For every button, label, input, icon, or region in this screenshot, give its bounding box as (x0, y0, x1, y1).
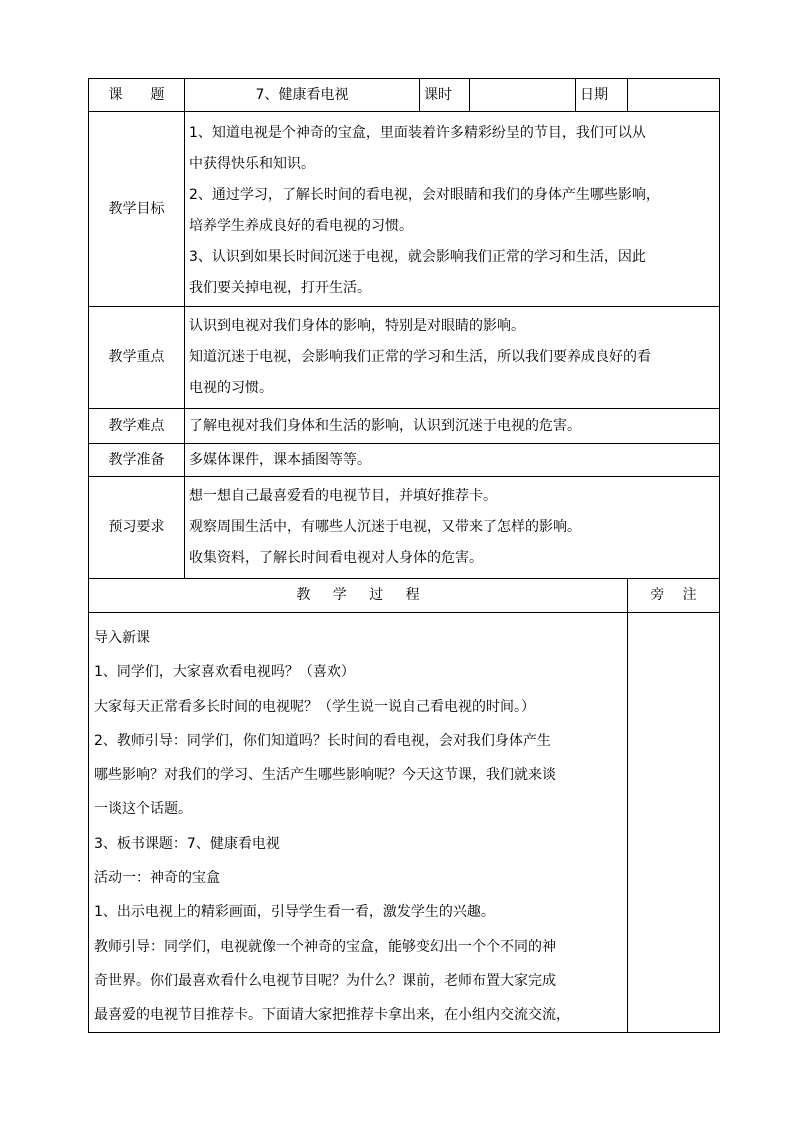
goals-row (89, 112, 720, 307)
preparation-label: 教学准备 (89, 444, 185, 477)
process-line: 教师引导：同学们，电视就像一个神奇的宝盒，能够变幻出一个个不同的神 (94, 938, 556, 955)
preview-content (185, 477, 720, 579)
process-line: 哪些影响？对我们的学习、生活产生哪些影响呢？今天这节课，我们就来谈 (94, 767, 556, 784)
preview-label: 预习要求 (89, 477, 185, 579)
process-line: 1、出示电视上的精彩画面，引导学生看一看，激发学生的兴趣。 (94, 904, 495, 921)
focus-line: 知道沉迷于电视，会影响我们正常的学习和生活，所以我们要养成良好的看 (189, 349, 651, 365)
process-line: 3、板书课题：7、健康看电视 (94, 835, 280, 852)
focus-line: 认识到电视对我们身体的影响，特别是对眼睛的影响。 (189, 318, 525, 334)
goals-content (185, 112, 720, 307)
topic-label: 课 题 (89, 79, 185, 112)
process-content (89, 613, 628, 1033)
period-value (470, 79, 576, 112)
process-line: 1、同学们，大家喜欢看电视吗？（喜欢） (94, 664, 355, 681)
notes-cell (628, 613, 720, 1033)
difficulty-label: 教学难点 (89, 409, 185, 444)
process-line: 活动一：神奇的宝盒 (94, 870, 220, 887)
focus-content (185, 307, 720, 409)
process-line: 奇世界。你们最喜欢看什么电视节目呢？为什么？课前，老师布置大家完成 (94, 972, 556, 989)
lesson-plan-table (88, 78, 720, 1033)
date-label: 日期 (576, 79, 628, 112)
lesson-plan-page (88, 78, 719, 1033)
difficulty-row (89, 409, 720, 444)
preview-line: 收集资料，了解长时间看电视对人身体的危害。 (189, 550, 483, 566)
process-header-row (89, 579, 720, 613)
process-line: 大家每天正常看多长时间的电视呢？（学生说一说自己看电视的时间。） (94, 698, 535, 715)
focus-line: 电视的习惯。 (189, 380, 273, 396)
process-line: 一谈这个话题。 (94, 801, 192, 818)
process-line: 最喜爱的电视节目推荐卡。下面请大家把推荐卡拿出来，在小组内交流交流， (94, 1007, 570, 1024)
difficulty-text: 了解电视对我们身体和生活的影响，认识到沉迷于电视的危害。 (185, 409, 720, 444)
focus-row (89, 307, 720, 409)
goals-line: 2、通过学习，了解长时间的看电视，会对眼睛和我们的身体产生哪些影响， (189, 187, 660, 203)
goals-line: 3、认识到如果长时间沉迷于电视，就会影响我们正常的学习和生活，因此 (189, 249, 646, 265)
process-line: 导入新课 (94, 630, 150, 646)
preview-line: 观察周围生活中，有哪些人沉迷于电视，又带来了怎样的影响。 (189, 519, 581, 535)
process-row (89, 613, 720, 1033)
goals-line: 培养学生养成良好的看电视的习惯。 (189, 218, 413, 234)
focus-label: 教学重点 (89, 307, 185, 409)
preparation-row (89, 444, 720, 477)
header-row (89, 79, 720, 112)
goals-label: 教学目标 (89, 112, 185, 307)
period-label: 课时 (420, 79, 470, 112)
notes-header: 旁注 (628, 579, 720, 613)
date-value (628, 79, 720, 112)
preview-row (89, 477, 720, 579)
process-line: 2、教师引导：同学们，你们知道吗？长时间的看电视，会对我们身体产生 (94, 732, 551, 749)
preview-line: 想一想自己最喜爱看的电视节目，并填好推荐卡。 (189, 488, 497, 504)
preparation-text: 多媒体课件，课本插图等等。 (185, 444, 720, 477)
goals-line: 中获得快乐和知识。 (189, 156, 315, 172)
topic-value: 7、健康看电视 (185, 79, 420, 112)
goals-line: 我们要关掉电视，打开生活。 (189, 280, 371, 296)
goals-line: 1、知道电视是个神奇的宝盒，里面装着许多精彩纷呈的节目，我们可以从 (189, 125, 646, 141)
process-header: 教学过程 (89, 579, 628, 613)
